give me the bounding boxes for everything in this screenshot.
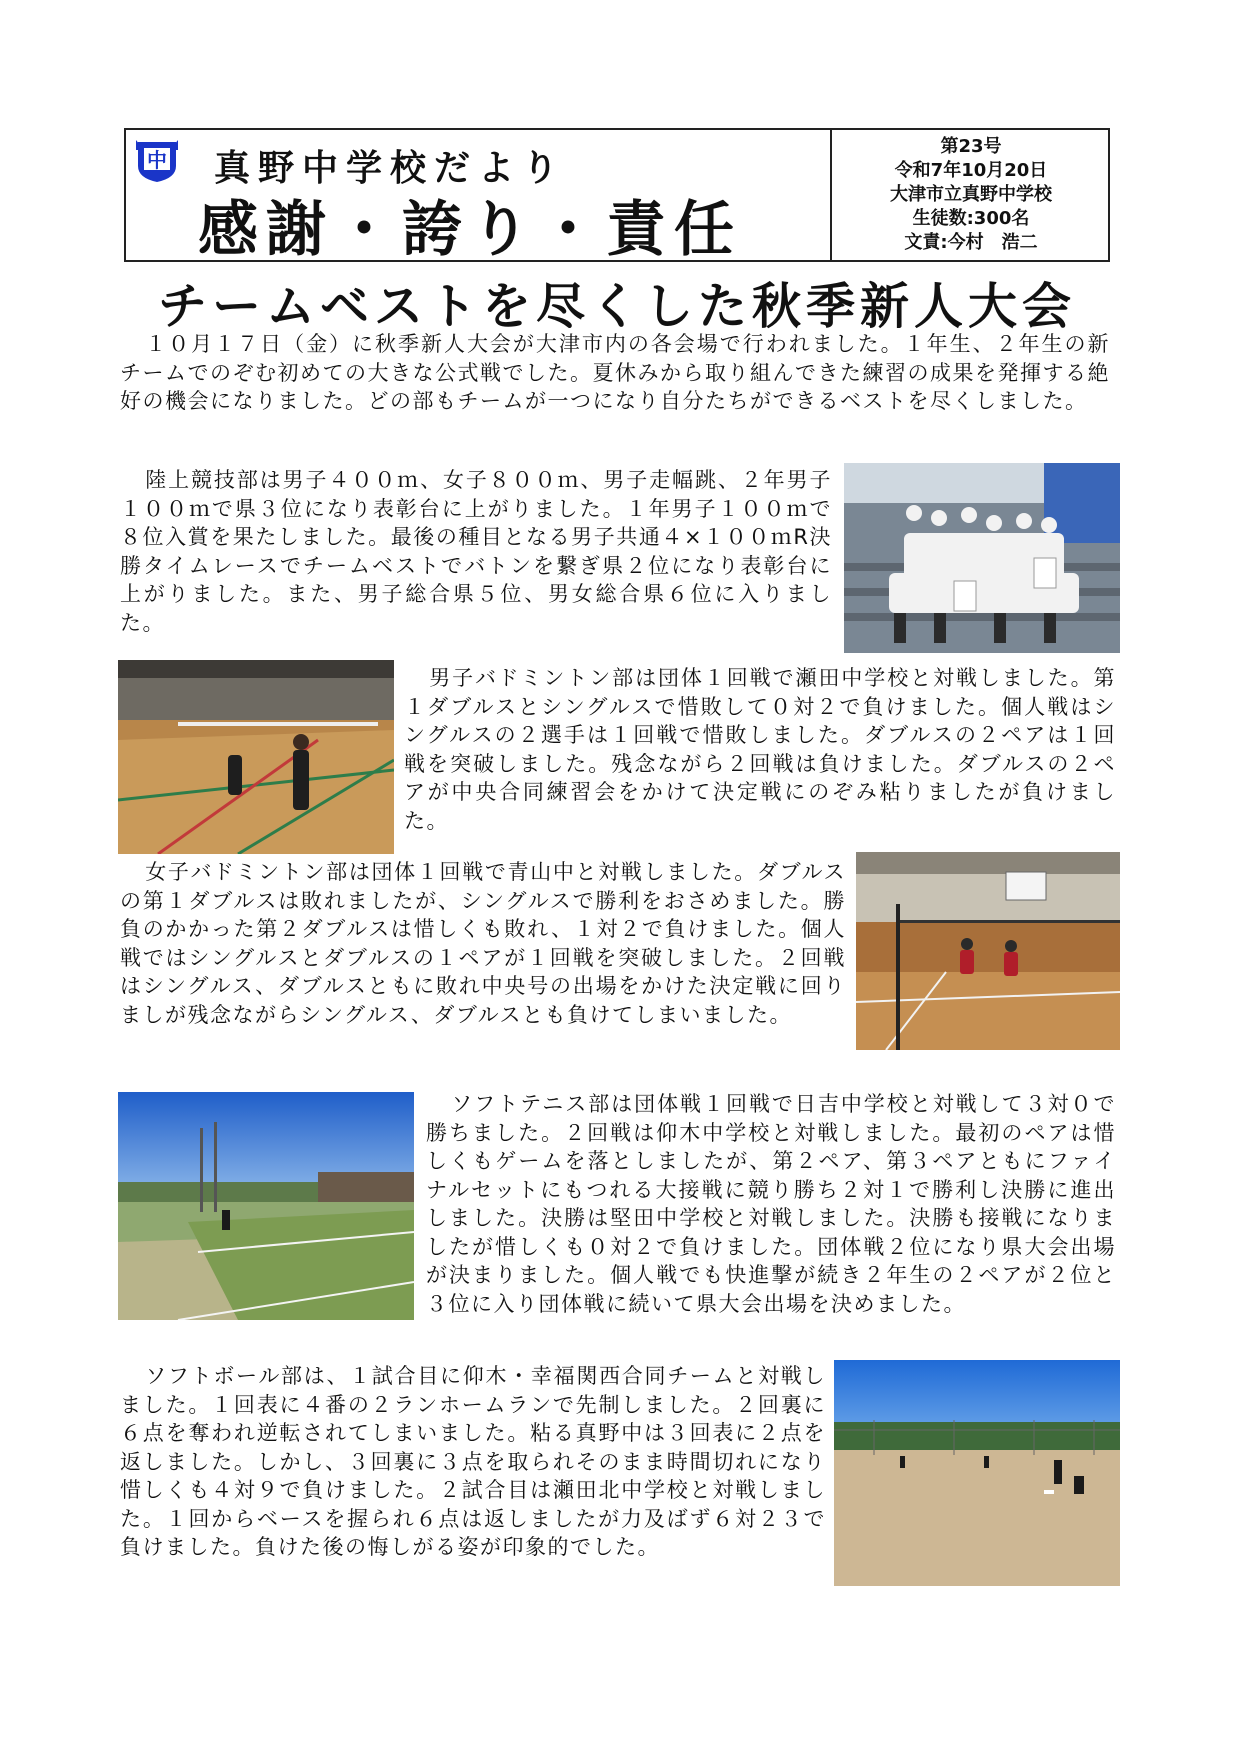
- girls-badminton-photo: [856, 852, 1120, 1050]
- publisher-name: 大津市立真野中学校: [890, 184, 1052, 205]
- girls-badminton-paragraph: 女子バドミントン部は団体１回戦で青山中と対戦しました。ダブルスの第１ダブルスは敗れましたが、シングルスで勝利をおさめました。勝負のかかった第２ダブルスは惜しくも敗れ、１対２で負けました。個人戦ではシングルスとダブルスの１ペアが１回戦を突破しました。２回戦はシングルス、ダブルスともに敗れ中央号の出場をかけた決定戦に回りましが残念ながらシングルス、ダブルスとも負けてしまいました。: [120, 860, 846, 1027]
- track-team-photo: [844, 463, 1120, 653]
- school-motto: 感謝・誇り・責任: [198, 195, 742, 265]
- newsletter-name: 真野中学校だより: [214, 147, 567, 189]
- student-count: 生徒数:300名: [912, 208, 1030, 229]
- issue-date: 令和7年10月20日: [894, 160, 1048, 181]
- intro-paragraph: １０月１７日（金）に秋季新人大会が大津市内の各会場で行われました。１年生、２年生の新チームでのぞむ初めての大きな公式戦でした。夏休みから取り組んできた練習の成果を発揮する絶好の機会になりました。どの部もチームが一つになり自分たちができるベストを尽くしました。: [120, 332, 1110, 413]
- masthead: [124, 128, 1110, 265]
- soft-tennis-photo: [118, 1092, 414, 1320]
- boys-badminton-photo: [118, 660, 394, 854]
- author-credit: 文責:今村 浩二: [904, 232, 1038, 253]
- issue-info: [832, 130, 1110, 260]
- boys-badminton-paragraph: 男子バドミントン部は団体１回戦で瀬田中学校と対戦しました。第１ダブルスとシングルスで惜敗して０対２で負けました。個人戦はシングルスの２選手は１回戦で惜敗しました。ダブルスの２ペアは１回戦を突破しました。残念ながら２回戦は負けました。ダブルスの２ペアが中央合同練習会をかけて決定戦にのぞみ粘りましたが負けました。: [404, 666, 1116, 833]
- softball-paragraph: ソフトボール部は、１試合目に仰木・幸福関西合同チームと対戦しました。１回表に４番の２ランホームランで先制しました。２回裏に６点を奪われ逆転されてしまいました。粘る真野中は３回表に２点を返しました。しかし、３回裏に３点を取られそのまま時間切れになり惜しくも４対９で負けました。２試合目は瀬田北中学校と対戦しました。１回からベースを握られ６点は返しましたが力及ばず６対２３で負けました。負けた後の悔しがる姿が印象的でした。: [120, 1364, 826, 1559]
- track-paragraph: 陸上競技部は男子４００ｍ、女子８００ｍ、男子走幅跳、２年男子１００ｍで県３位になり表彰台に上がりました。１年男子１００ｍで８位入賞を果たしました。最後の種目となる男子共通４×１００ｍR決勝タイムレースでチームベストでバトンを繋ぎ県２位になり表彰台に上がりました。また、男子総合県５位、男女総合県６位に入りました。: [120, 468, 832, 635]
- softball-photo: [834, 1360, 1120, 1586]
- issue-number: 第23号: [940, 136, 1002, 157]
- school-emblem-icon: [134, 136, 180, 184]
- emblem-text: 中: [147, 148, 167, 172]
- soft-tennis-paragraph: ソフトテニス部は団体戦１回戦で日吉中学校と対戦して３対０で勝ちました。２回戦は仰木中学校と対戦しました。最初のペアは惜しくもゲームを落としましたが、第２ペア、第３ペアともにファイナルセットにもつれる大接戦に競り勝ち２対１で勝利し決勝に進出しました。決勝は堅田中学校と対戦しました。決勝も接戦になりましたが惜しくも０対２で負けました。団体戦２位になり県大会出場が決まりました。個人戦でも快進撃が続き２年生の２ペアが２位と３位に入り団体戦に続いて県大会出場を決めました。: [426, 1092, 1116, 1316]
- article-headline: チームベストを尽くした秋季新人大会: [157, 278, 1076, 335]
